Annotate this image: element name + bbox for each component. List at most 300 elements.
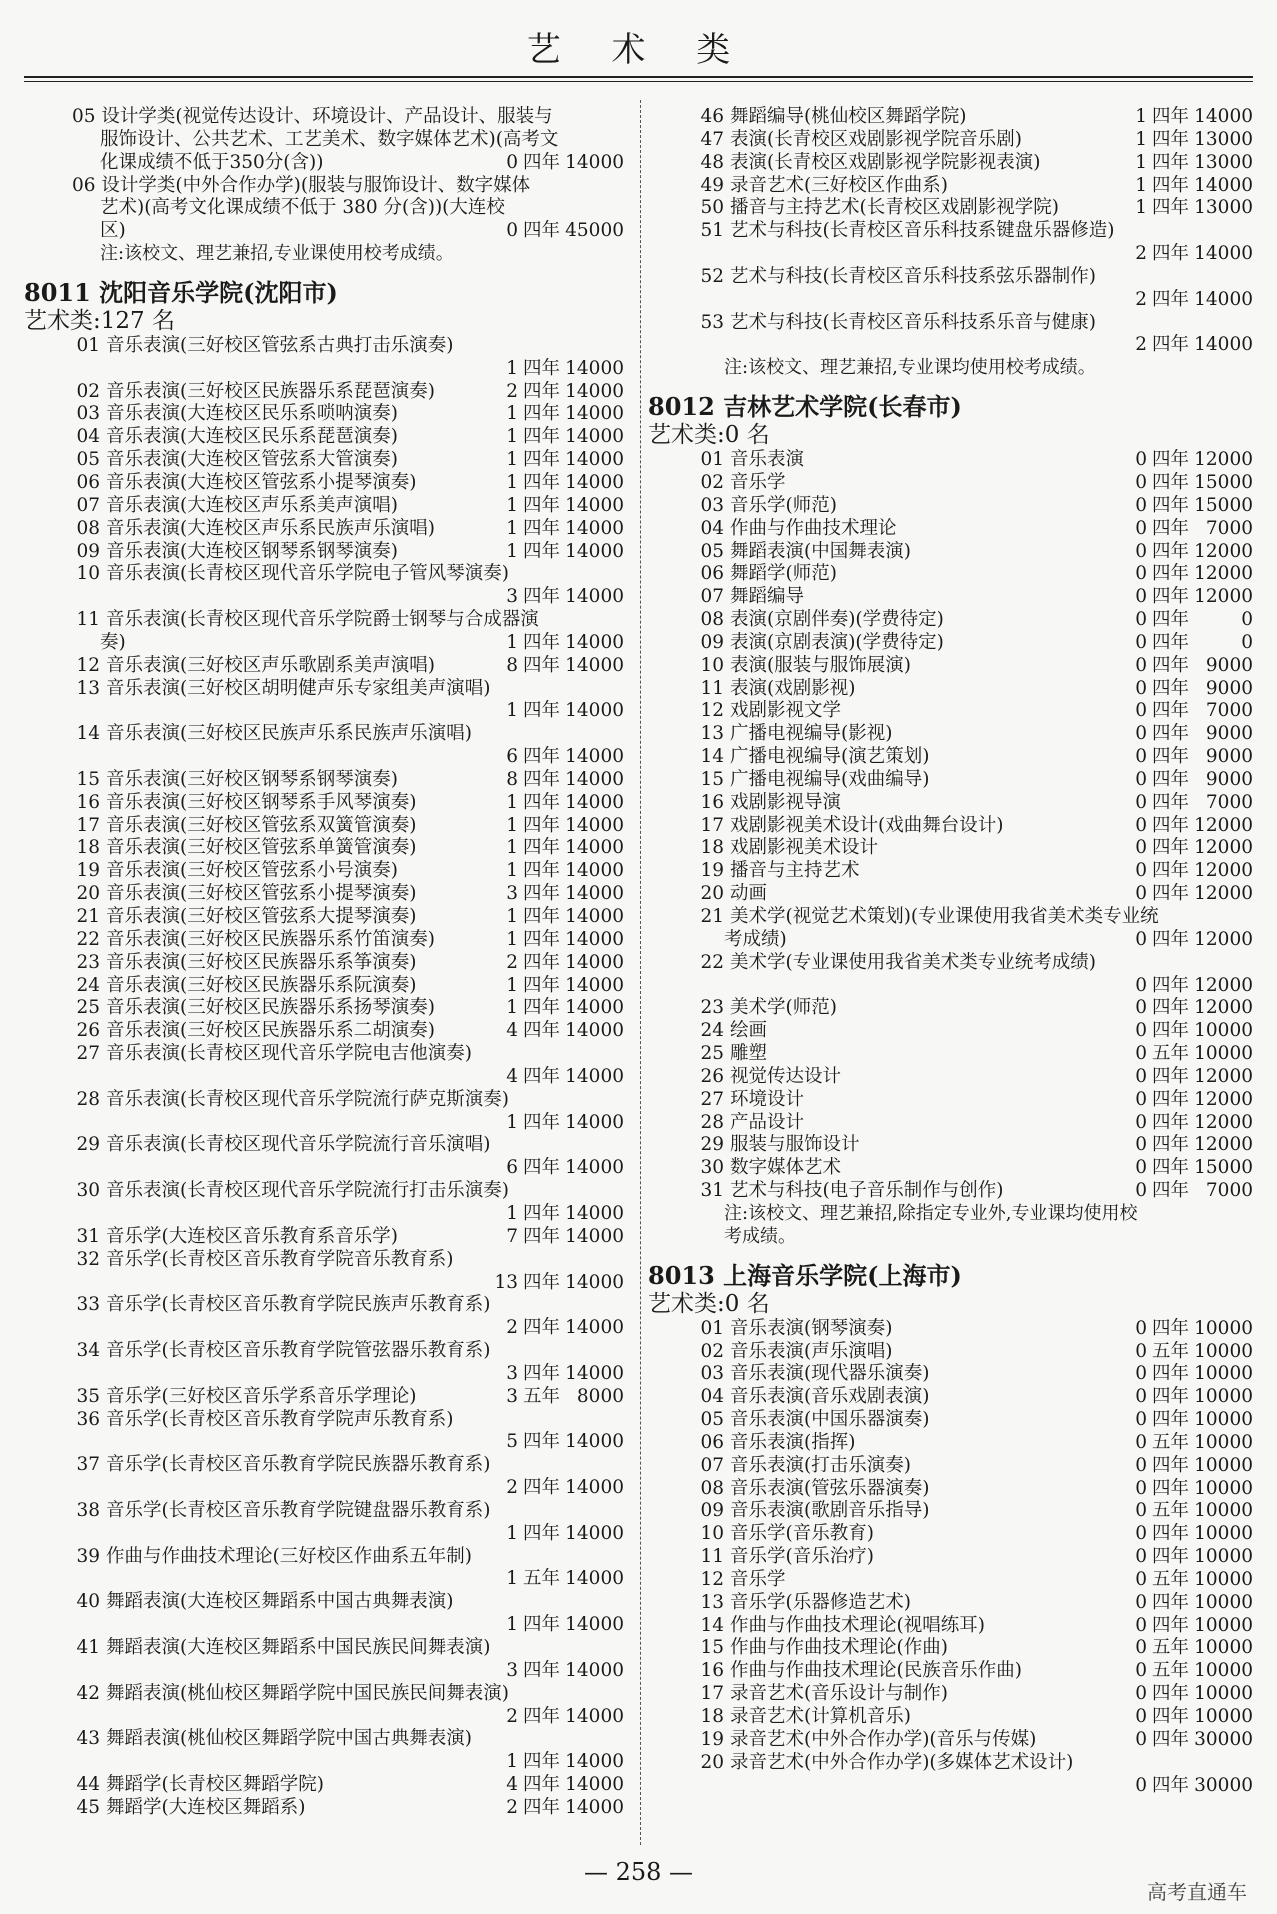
major-code: 22 [76,928,100,950]
study-years: 四年 [1151,746,1189,768]
major-name: 作曲与作曲技术理论(三好校区作曲系五年制) [106,1545,472,1567]
major-row [24,1180,624,1203]
tuition-fee: 14000 [565,1317,624,1339]
major-row-cont [24,700,624,723]
plan-count: 0 [1135,677,1147,699]
plan-count: 2 [1135,288,1147,310]
tuition-fee: 14000 [1194,106,1253,127]
major-code: 06 [700,1431,724,1453]
school-note: 注:该校文、理艺兼招,专业课使用校考成绩。 [100,243,454,265]
major-row-cont [648,289,1253,312]
major-text: 06 设计学类(中外合作办学)(服装与服饰设计、数字媒体 [72,174,531,196]
tuition-fee: 10000 [1194,1637,1253,1659]
plan-count: 1 [506,403,518,425]
plan-count: 0 [1135,1363,1147,1385]
tuition-fee: 14000 [565,540,624,562]
major-code: 01 [700,1317,724,1339]
major-name: 录音艺术(三好校区作曲系) [730,174,948,196]
major-row [648,1729,1253,1752]
major-name: 音乐表演(三好校区钢琴系手风琴演奏) [106,791,417,813]
plan-count: 0 [1135,449,1147,471]
major-row [648,1318,1253,1341]
study-years: 四年 [1151,974,1189,996]
major-row [648,518,1253,541]
plan-count: 0 [1135,563,1147,585]
major-name: 美术学(视觉艺术策划)(专业课使用我省美术类专业统 [730,906,1159,927]
study-years: 四年 [1151,494,1189,516]
tuition-fee: 12000 [1194,586,1253,608]
major-name: 音乐学(长青校区音乐教育学院管弦器乐教育系) [106,1340,491,1362]
plan-count: 2 [506,1477,518,1499]
major-row [648,175,1253,198]
major-name: 播音与主持艺术 [730,860,860,882]
plan-count: 0 [1135,791,1147,813]
plan-count: 0 [1135,1568,1147,1590]
major-row [648,1546,1253,1569]
major-row [648,1112,1253,1135]
plan-count: 0 [1135,609,1147,631]
plan-count: 1 [506,814,518,836]
study-years: 四年 [1151,1157,1189,1179]
tuition-fee: 30000 [1194,1774,1253,1796]
major-name: 录音艺术(音乐设计与制作) [730,1683,948,1705]
major-name: 音乐表演(长青校区现代音乐学院流行音乐演唱) [106,1134,491,1156]
major-row [648,1615,1253,1638]
study-years: 四年 [522,517,560,539]
major-row-cont [648,243,1253,266]
major-code: 49 [700,174,724,196]
header-rule [24,76,1253,78]
plan-count: 0 [1135,1706,1147,1727]
major-code: 07 [700,586,724,608]
major-code: 29 [76,1134,100,1156]
major-code: 22 [700,951,724,973]
major-row [24,335,624,358]
major-name: 音乐表演(大连校区声乐系民族声乐演唱) [106,517,435,539]
major-code: 08 [700,609,724,631]
study-years: 四年 [522,1659,560,1681]
study-years: 四年 [1151,1386,1189,1408]
tuition-fee: 8000 [576,1385,624,1407]
major-code: 13 [76,677,100,699]
major-row [24,723,624,746]
study-years: 四年 [522,1157,560,1179]
major-row [648,1157,1253,1180]
plan-count: 8 [506,654,518,676]
major-name: 音乐表演(长青校区现代音乐学院流行萨克斯演奏) [106,1088,509,1110]
major-code: 02 [76,380,100,402]
tuition-fee: 14000 [565,746,624,768]
study-years: 四年 [522,997,560,1019]
major-row [648,632,1253,655]
major-row [24,1683,624,1706]
major-code: 10 [76,563,100,585]
plan-count: 13 [494,1271,518,1293]
major-name: 音乐学(长青校区音乐教育学院民族器乐教育系) [106,1454,491,1476]
plan-count: 0 [1135,586,1147,608]
tuition-fee: 14000 [565,1157,624,1179]
major-text: 区) [100,220,126,242]
major-code: 14 [700,746,724,768]
major-code: 42 [76,1682,100,1704]
major-code: 19 [700,860,724,882]
major-row [648,815,1253,838]
plan-count: 0 [1135,883,1147,905]
plan-count: 1 [506,426,518,448]
plan-count: 3 [506,1385,518,1407]
study-years: 四年 [1151,654,1189,676]
tuition-fee: 12000 [1194,540,1253,562]
plan-count: 2 [506,1705,518,1727]
major-row [648,655,1253,678]
major-row [648,541,1253,564]
major-name: 环境设计 [730,1088,805,1110]
tuition-fee: 10000 [1194,1043,1253,1065]
major-row [648,700,1253,723]
plan-count: 1 [506,928,518,950]
plan-count: 1 [1135,197,1147,219]
tuition-fee: 15000 [1194,1157,1253,1179]
plan-count: 0 [1135,723,1147,745]
plan-count: 1 [506,517,518,539]
study-years: 五年 [522,1568,560,1590]
tuition-fee: 14000 [565,1796,624,1818]
plan-count: 0 [1135,700,1147,722]
major-name: 表演(京剧表演)(学费待定) [730,631,944,653]
study-years: 四年 [1151,1546,1189,1568]
study-years: 四年 [522,220,560,242]
tuition-fee: 12000 [1194,449,1253,471]
study-years: 四年 [522,883,560,905]
study-years: 四年 [522,1362,560,1384]
major-row [24,997,624,1020]
major-row [24,541,624,564]
school-quota: 艺术类:127 名 [24,307,175,334]
study-years: 四年 [1151,1317,1189,1339]
major-text-line [24,175,624,198]
study-years: 四年 [1151,1591,1189,1613]
major-name: 音乐表演(大连校区民乐系唢呐演奏) [106,403,398,425]
tuition-fee: 10000 [1194,1020,1253,1042]
major-name: 音乐表演(三好校区钢琴系钢琴演奏) [106,768,398,790]
major-row [648,1066,1253,1089]
major-row [648,1180,1253,1203]
study-years: 四年 [1151,1477,1189,1499]
plan-count: 0 [1135,1340,1147,1362]
plan-count: 0 [506,220,518,242]
major-row [24,1226,624,1249]
major-code: 12 [700,700,724,722]
major-name: 音乐学(大连校区音乐教育系音乐学) [106,1225,398,1247]
study-years: 四年 [1151,631,1189,653]
tuition-fee: 45000 [565,220,624,242]
major-row [648,1043,1253,1066]
study-years: 四年 [1151,128,1189,150]
tuition-fee: 14000 [565,768,624,790]
tuition-fee: 13000 [1194,197,1253,219]
tuition-fee: 10000 [1194,1660,1253,1682]
major-row [24,609,624,632]
study-years: 四年 [1151,540,1189,562]
plan-count: 1 [506,631,518,653]
plan-count: 0 [1135,1454,1147,1476]
major-code: 24 [700,1020,724,1042]
plan-count: 0 [1135,517,1147,539]
major-code: 10 [700,654,724,676]
major-row [24,975,624,998]
major-code: 52 [700,265,724,287]
tuition-fee: 13000 [1194,151,1253,173]
study-years: 四年 [522,1614,560,1636]
major-row [648,1637,1253,1660]
plan-count: 0 [1135,837,1147,859]
study-years: 四年 [522,906,560,927]
plan-count: 4 [506,1020,518,1042]
plan-count: 0 [1135,1431,1147,1453]
major-code: 39 [76,1545,100,1567]
study-years: 五年 [1151,1431,1189,1453]
tuition-fee: 10000 [1194,1568,1253,1590]
major-code: 19 [76,860,100,882]
study-years: 五年 [1151,1568,1189,1590]
major-row-cont [24,632,624,655]
plan-count: 0 [1135,1660,1147,1682]
study-years: 四年 [1151,837,1189,859]
plan-count: 7 [506,1225,518,1247]
major-name: 数字媒体艺术 [730,1157,842,1179]
study-years: 四年 [1151,288,1189,310]
major-row-cont [24,1066,624,1089]
major-name: 音乐表演(钢琴演奏) [730,1317,893,1339]
major-row [648,106,1253,129]
major-code: 16 [700,1660,724,1682]
major-code: 53 [700,311,724,333]
study-years: 四年 [1151,883,1189,905]
major-name: 音乐表演(三好校区管弦系小提琴演奏) [106,883,417,905]
major-name: 舞蹈表演(大连校区舞蹈系中国民族民间舞表演) [106,1637,491,1658]
major-row [648,1683,1253,1706]
major-name: 表演(京剧伴奏)(学费待定) [730,609,944,631]
study-years: 四年 [522,1774,560,1796]
major-name: 作曲与作曲技术理论(视唱练耳) [730,1614,985,1636]
school-title: 8013 上海音乐学院(上海市) [648,1260,962,1290]
major-code: 11 [700,677,724,699]
tuition-fee: 14000 [565,1774,624,1796]
major-row [648,1455,1253,1478]
tuition-fee: 10000 [1194,1386,1253,1408]
major-row [24,1774,624,1797]
study-years: 四年 [1151,1065,1189,1087]
major-row [648,837,1253,860]
tuition-fee: 14000 [565,449,624,471]
plan-count: 5 [506,1431,518,1453]
tuition-fee: 9000 [1205,654,1253,676]
major-row [648,1363,1253,1386]
major-code: 23 [76,951,100,973]
tuition-fee: 14000 [565,974,624,996]
major-text: 艺术)(高考文化课成绩不低于 380 分(含))(大连校 [100,197,505,219]
tuition-fee: 14000 [565,1568,624,1590]
study-years: 四年 [522,1111,560,1133]
major-code: 08 [700,1477,724,1499]
plan-count: 0 [1135,1637,1147,1659]
tuition-fee: 14000 [565,700,624,722]
major-row-cont [24,1660,624,1683]
major-name: 音乐表演(三好校区民族器乐系阮演奏) [106,974,417,996]
major-row [648,1341,1253,1364]
major-code: 03 [700,1363,724,1385]
major-code: 27 [700,1088,724,1110]
major-row [24,403,624,426]
major-row [648,860,1253,883]
major-name: 舞蹈表演(大连校区舞蹈系中国古典舞表演) [106,1591,454,1613]
major-text-line [24,220,624,243]
major-row [648,1020,1253,1043]
tuition-fee: 14000 [565,883,624,905]
major-row [24,449,624,472]
tuition-fee: 14000 [565,1362,624,1384]
major-name: 表演(服装与服饰展演) [730,654,911,676]
school-quota: 艺术类:0 名 [648,422,770,449]
major-code: 20 [76,883,100,905]
major-row-cont [24,1272,624,1295]
major-code: 32 [76,1248,100,1270]
study-years: 四年 [1151,997,1189,1019]
major-row [24,1043,624,1066]
plan-count: 0 [1135,1065,1147,1087]
plan-count: 0 [1135,860,1147,882]
major-code: 47 [700,128,724,150]
tuition-fee: 14000 [565,494,624,516]
major-name: 音乐表演(现代器乐演奏) [730,1363,930,1385]
tuition-fee: 7000 [1205,791,1253,813]
major-row-cont [24,1614,624,1637]
tuition-fee: 14000 [565,791,624,813]
column-divider [640,100,641,1845]
major-name: 音乐表演(三好校区民族声乐系民族声乐演唱) [106,723,472,745]
tuition-fee: 9000 [1205,677,1253,699]
major-row-cont [648,975,1253,998]
plan-count: 0 [1135,1088,1147,1110]
major-name: 音乐学 [730,471,786,493]
major-code: 05 [700,1409,724,1431]
major-row [24,381,624,404]
major-row [648,1660,1253,1683]
study-years: 四年 [1151,860,1189,882]
major-name: 舞蹈表演(桃仙校区舞蹈学院中国古典舞表演) [106,1728,472,1750]
major-row [24,1386,624,1409]
plan-count: 0 [1135,1774,1147,1796]
major-row [648,906,1253,929]
major-code: 21 [76,906,100,927]
major-row [648,1409,1253,1432]
tuition-fee: 10000 [1194,1523,1253,1545]
major-name: 音乐表演(指挥) [730,1431,856,1453]
study-years: 四年 [1151,1134,1189,1156]
major-name: 音乐学(长青校区音乐教育学院民族声乐教育系) [106,1294,491,1316]
major-code: 04 [700,1386,724,1408]
major-name: 音乐表演(大连校区钢琴系钢琴演奏) [106,540,398,562]
major-code: 51 [700,220,724,242]
major-name: 音乐学(长青校区音乐教育学院键盘器乐教育系) [106,1499,491,1521]
tuition-fee: 7000 [1205,517,1253,539]
major-row [648,1386,1253,1409]
plan-count: 1 [1135,151,1147,173]
major-name: 戏剧影视文学 [730,700,842,722]
major-row [24,1728,624,1751]
major-code: 19 [700,1728,724,1750]
tuition-fee: 14000 [565,1705,624,1727]
study-years: 四年 [1151,791,1189,813]
major-row [648,723,1253,746]
school-title: 8012 吉林艺术学院(长春市) [648,392,962,422]
major-row-cont [24,358,624,381]
major-code: 44 [76,1774,100,1796]
major-code: 18 [700,1706,724,1727]
page-header-title: 艺 术 类 [526,30,751,70]
major-row [648,769,1253,792]
study-years: 四年 [1151,1363,1189,1385]
study-years: 四年 [1151,243,1189,265]
study-years: 五年 [1151,1043,1189,1065]
tuition-fee: 14000 [565,654,624,676]
major-name: 音乐表演(三好校区管弦系古典打击乐演奏) [106,334,454,356]
major-row [648,586,1253,609]
tuition-fee: 10000 [1194,1591,1253,1613]
tuition-fee: 14000 [565,1614,624,1636]
major-code: 37 [76,1454,100,1476]
major-code: 03 [76,403,100,425]
major-code: 30 [700,1157,724,1179]
major-code: 24 [76,974,100,996]
tuition-fee: 14000 [1194,334,1253,356]
tuition-fee: 14000 [565,860,624,882]
major-name: 音乐表演 [730,449,805,471]
major-code: 09 [700,631,724,653]
tuition-fee: 10000 [1194,1477,1253,1499]
plan-count: 1 [506,1522,518,1544]
plan-count: 2 [1135,243,1147,265]
tuition-fee: 10000 [1194,1340,1253,1362]
major-row [648,1432,1253,1455]
major-code: 08 [76,517,100,539]
tuition-fee: 10000 [1194,1706,1253,1727]
tuition-fee: 14000 [565,1431,624,1453]
major-row [648,312,1253,335]
major-row-cont [24,1203,624,1226]
tuition-fee: 12000 [1194,928,1253,950]
major-row-cont [24,1112,624,1135]
plan-count: 1 [506,860,518,882]
major-row [24,472,624,495]
major-code: 16 [700,791,724,813]
major-code: 05 [76,449,100,471]
major-row [24,426,624,449]
plan-count: 0 [1135,1043,1147,1065]
major-name: 美术学(师范) [730,997,837,1019]
major-name: 艺术与科技(长青校区音乐科技系弦乐器制作) [730,265,1096,287]
major-code: 07 [76,494,100,516]
study-years: 四年 [1151,1180,1189,1202]
major-row [24,1089,624,1112]
major-name: 作曲与作曲技术理论(民族音乐作曲) [730,1660,1022,1682]
plan-count: 4 [506,1774,518,1796]
tuition-fee: 14000 [565,1477,624,1499]
study-years: 四年 [1151,723,1189,745]
plan-count: 1 [506,997,518,1019]
major-code: 11 [76,609,100,631]
major-code: 01 [700,449,724,471]
